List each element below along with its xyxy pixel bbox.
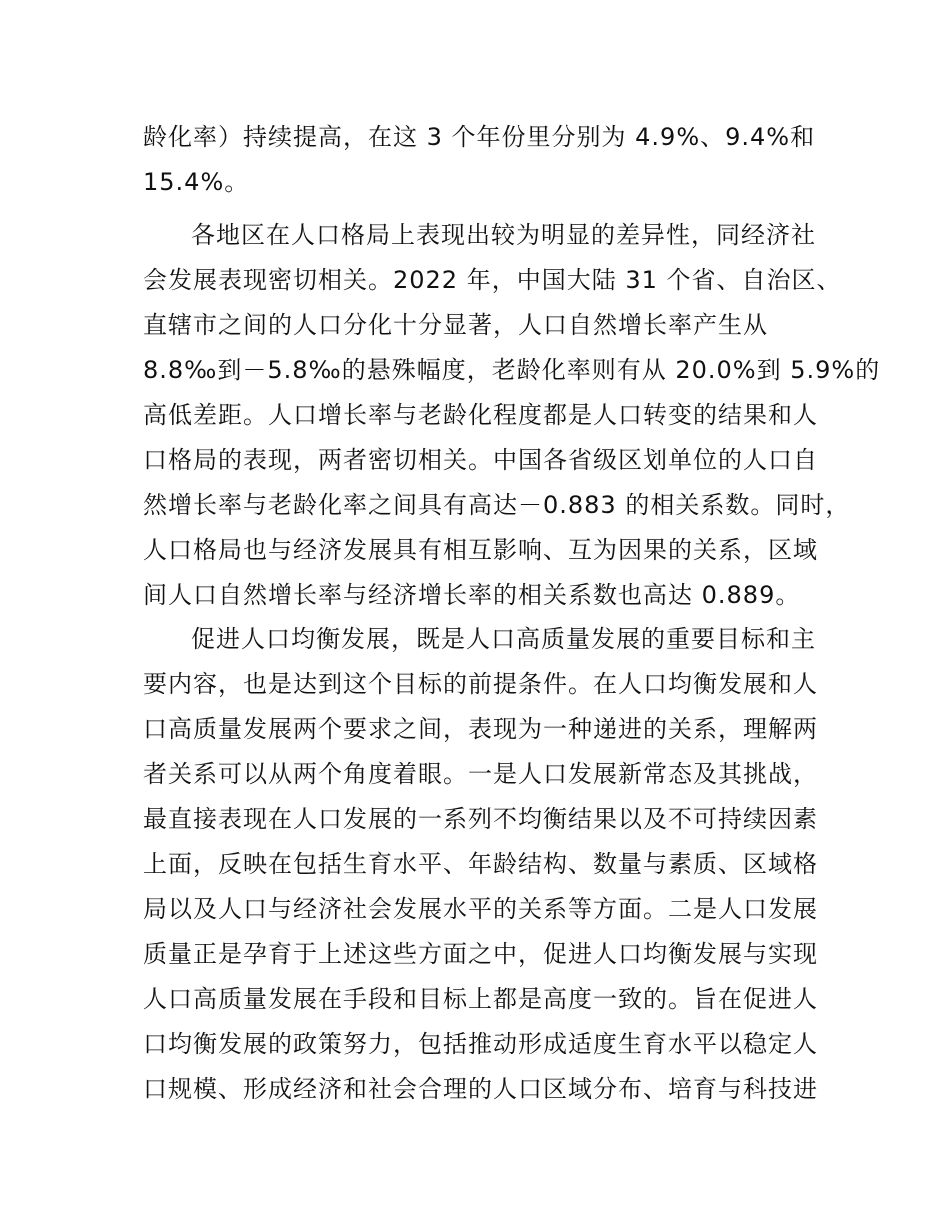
text-line: 口规模、形成经济和社会合理的人口区域分布、培育与科技进 bbox=[143, 1075, 818, 1103]
text-line: 上面，反映在包括生育水平、年龄结构、数量与素质、区域格 bbox=[143, 850, 818, 878]
text-line: 质量正是孕育于上述这些方面之中，促进人口均衡发展与实现 bbox=[143, 940, 818, 968]
paragraph-3 bbox=[143, 617, 818, 1112]
text-line: 然增长率与老龄化率之间具有高达－0.883 的相关系数。同时， bbox=[143, 491, 851, 519]
text-line: 人口格局也与经济发展具有相互影响、互为因果的关系，区域 bbox=[143, 536, 818, 564]
paragraph-1 bbox=[143, 115, 815, 205]
text-line: 要内容，也是达到这个目标的前提条件。在人口均衡发展和人 bbox=[143, 670, 818, 698]
text-line: 促进人口均衡发展，既是人口高质量发展的重要目标和主 bbox=[191, 625, 816, 653]
text-line: 会发展表现密切相关。2022 年，中国大陆 31 个省、自治区、 bbox=[143, 266, 842, 294]
text-line: 各地区在人口格局上表现出较为明显的差异性，同经济社 bbox=[191, 221, 816, 249]
text-line: 口格局的表现，两者密切相关。中国各省级区划单位的人口自 bbox=[143, 446, 818, 474]
text-line: 人口高质量发展在手段和目标上都是高度一致的。旨在促进人 bbox=[143, 985, 818, 1013]
text-line: 龄化率）持续提高，在这 3 个年份里分别为 4.9%、9.4%和 bbox=[143, 123, 816, 151]
text-line: 高低差距。人口增长率与老龄化程度都是人口转变的结果和人 bbox=[143, 401, 818, 429]
text-line: 口均衡发展的政策努力，包括推动形成适度生育水平以稳定人 bbox=[143, 1030, 818, 1058]
text-line: 直辖市之间的人口分化十分显著，人口自然增长率产生从 bbox=[143, 311, 768, 339]
paragraph-2 bbox=[143, 213, 881, 618]
text-line: 最直接表现在人口发展的一系列不均衡结果以及不可持续因素 bbox=[143, 805, 818, 833]
text-line: 者关系可以从两个角度着眼。一是人口发展新常态及其挑战， bbox=[143, 760, 818, 788]
text-line: 15.4%。 bbox=[143, 168, 250, 196]
text-line: 口高质量发展两个要求之间，表现为一种递进的关系，理解两 bbox=[143, 715, 818, 743]
text-line: 间人口自然增长率与经济增长率的相关系数也高达 0.889。 bbox=[143, 581, 801, 609]
text-line: 8.8‰到－5.8‰的悬殊幅度，老龄化率则有从 20.0%到 5.9%的 bbox=[143, 356, 881, 384]
text-line: 局以及人口与经济社会发展水平的关系等方面。二是人口发展 bbox=[143, 895, 818, 923]
